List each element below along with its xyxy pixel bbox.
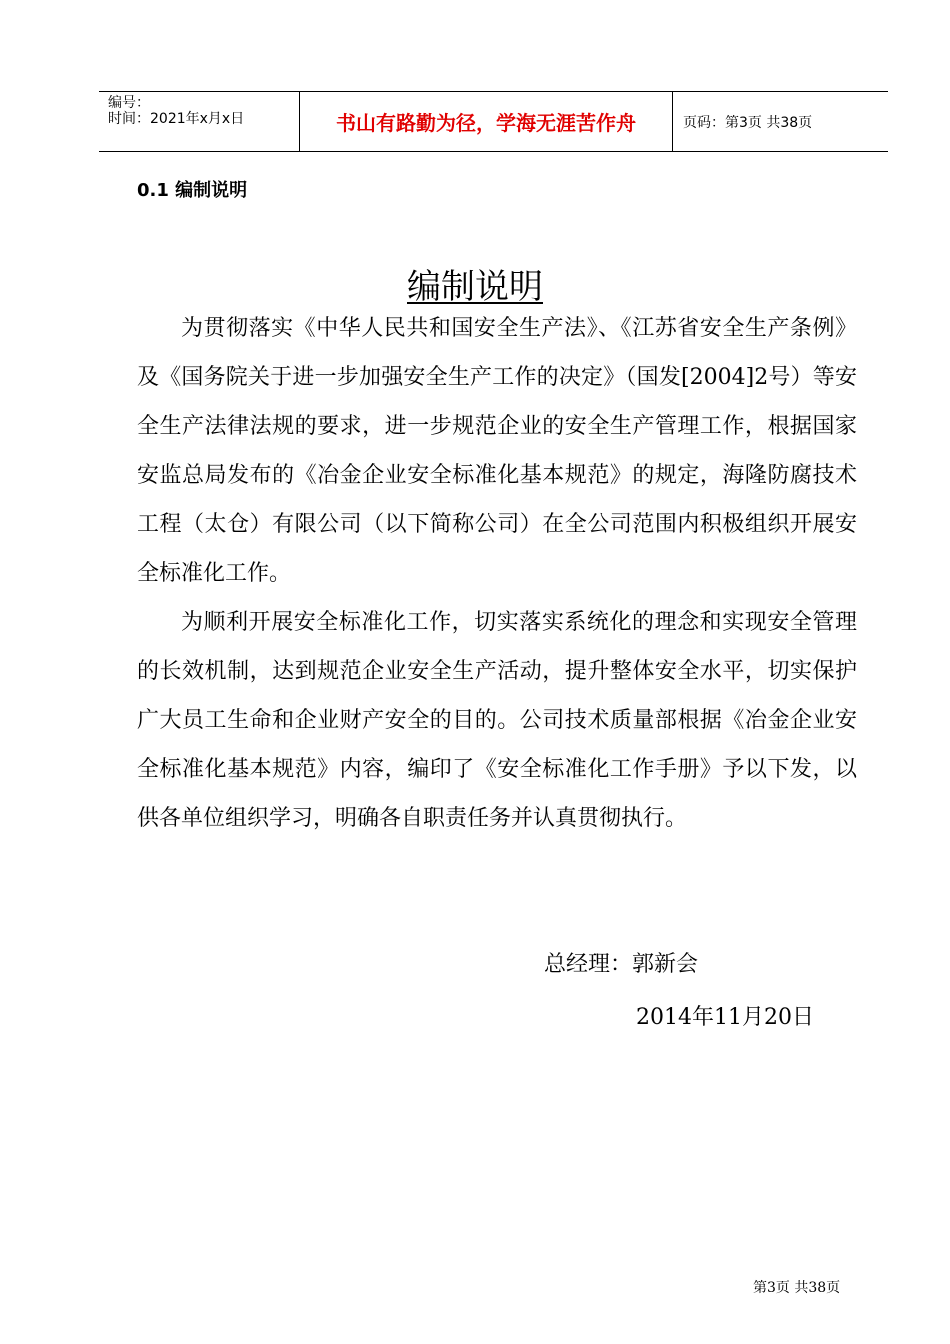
document-title: 编制说明 xyxy=(407,267,543,307)
paragraph-1: 为贯彻落实《中华人民共和国安全生产法》、《江苏省安全生产条例》及《国务院关于进一步加强安全生产工作的决定》（国发[2004]2号）等安全生产法律法规的要求，进一步规范企业的安全生产管理工作，根据国家安监总局发布的《冶金企业安全标准化基本规范》的规定，海隆防腐技术工程（太仓）有限公司（以下简称公司）在全公司范围内积极组织开展安全标准化工作。 xyxy=(137,316,857,586)
page-footer: 第3页 共38页 xyxy=(753,1280,841,1296)
header-meta xyxy=(99,92,300,151)
header-time-label: 时间：2021年x月x日 xyxy=(108,111,245,127)
signature-date: 2014年11月20日 xyxy=(636,1005,814,1030)
header-number-label: 编号： xyxy=(108,95,150,111)
signature: 总经理：郭新会 xyxy=(544,952,699,977)
paragraph-2: 为顺利开展安全标准化工作，切实落实系统化的理念和实现安全管理的长效机制，达到规范企业安全生产活动，提升整体安全水平，切实保护广大员工生命和企业财产安全的目的。公司技术质量部根据《冶金企业安全标准化基本规范》内容，编印了《安全标准化工作手册》予以下发，以供各单位组织学习，明确各自职责任务并认真贯彻执行。 xyxy=(137,610,857,831)
header-page-info: 页码：第3页 共38页 xyxy=(683,114,813,131)
document-body xyxy=(137,304,857,843)
page-header xyxy=(99,91,888,152)
section-heading: 0.1 编制说明 xyxy=(137,180,248,201)
header-motto: 书山有路勤为径，学海无涯苦作舟 xyxy=(300,92,673,151)
